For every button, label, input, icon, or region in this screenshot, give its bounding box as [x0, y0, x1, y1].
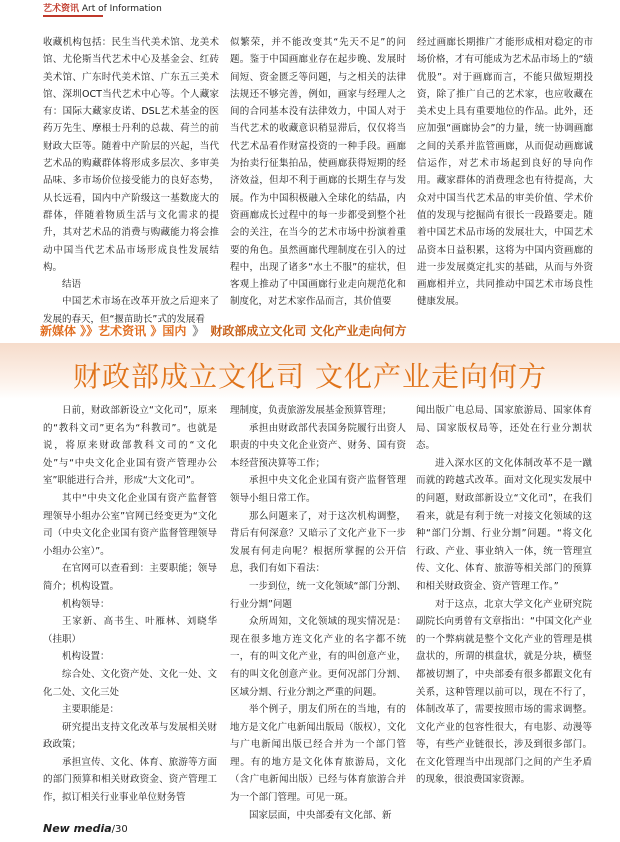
paragraph: 结语: [62, 279, 82, 291]
paragraph: 承担中央文化企业国有资产监督管理领导小组日常工作。: [230, 475, 406, 504]
paragraph: 众所周知，文化领域的现实情况是：现在很多地方连文化产业的名字都不统一，有的叫文化产业，有的叫创意产业，有的叫文化创意产业。更何况部门分割、区域分割、行业分割之严重的问题。: [230, 616, 406, 698]
paragraph: 经过画廊长期推广才能形成相对稳定的市场价格，才有可能成为艺术品市场上的“绩优股”。对于画廊而言，不能只做短期投资，除了推广自己的艺术家，也应收藏在美术史上具有重要地位的作品。此外，还应加强“画廊协会”的力量，统一协调画廊之间的关系并监管画廊，从而促动画廊诚信运作，对艺术市场起到良好的导向作用。藏家群体的消费理念也有待提高，大众对中国当代艺术品的审美价值、学术价值的发现与挖掘尚有很长一段路要走。随着中国艺术品市场的发展壮大，中国艺术品资本日益积累，这将为中国内资画廊的进一步发展奠定扎实的基础，从而与外资画廊相并立，共同推动中国艺术市场良性健康发展。: [417, 37, 593, 308]
article-column-2: [230, 402, 406, 827]
top-column-3: [417, 34, 593, 314]
paragraph: 主要职能是：: [62, 704, 120, 716]
paragraph: 承担由财政部代表国务院履行出资人职责的中央文化企业资产、财务、国有资本经营预决算等工作；: [230, 422, 406, 469]
paragraph: 承担宣传、文化、体育、旅游等方面的部门预算和相关财政资金、资产管理工作，拟订相关行业事业单位财务管: [43, 756, 217, 804]
article-column-3: [416, 402, 592, 827]
paragraph: 那么问题来了，对于这次机构调整，背后有何深意？又暗示了文化产业下一步发展有何走向呢？根据所掌握的公开信息，我们有如下看法：: [230, 510, 406, 575]
paragraph: 在官网可以查看到：主要职能；领导简介；机构设置。: [43, 563, 217, 592]
paragraph: 其中“中央文化企业国有资产监督管理领导小组办公室”官网已经变更为“文化司（中央文化企业国有资产监督管理领导小组办公室）”。: [43, 492, 217, 557]
article-column-1: [43, 402, 217, 827]
top-column-1: [43, 34, 219, 325]
footer: [43, 822, 128, 835]
paragraph: 机构领导：: [62, 598, 110, 610]
section-name-en: Art of Information: [81, 4, 162, 14]
paragraph: 进入深水区的文化体制改革不是一蹴而就的跨越式改革。面对文化现实发展中的问题，财政部新设立“文化司”，在我们看来，就是有利于统一对接文化领域的这种“部门分割、行业分割”问题。“将文化行政、产业、事业纳入一体，统一管理宣传、文化、体育、旅游等相关部门的预算和相关财政资金、资产管理工作。”: [416, 457, 592, 592]
breadcrumb-separator: 》: [192, 324, 205, 338]
section-name-cn: 艺术资讯: [43, 4, 80, 14]
paragraph: 一步到位，统一文化领域“部门分割、行业分割”问题: [230, 580, 406, 610]
header-rule: [43, 15, 103, 17]
paragraph: 似繁荣，并不能改变其“先天不足”的问题。鉴于中国画廊业存在起步晚、发展时间短、资金匮乏等问题，与之相关的法律法规还不够完善，例如，画家与经理人之间的合同基本没有法律效力，中国人对于当代艺术的收藏意识稍显滞后，仅仅将当代艺术品看作财富投资的一种手段。画廊为抬卖行征集拍品，使画廊获得短期的经济效益，但却不利于画廊的长期生存与发展。作为中国积极融入全球化的结晶，内资画廊成长过程中的每一步都受到整个社会的关注，在当今的艺术市场中扮演着重要的角色。虽然画廊代理制度在引入的过程中，出现了诸多“水土不服”的症状，但客观上推动了中国画廊行业走向规范化和制度化，对艺术家作品而言，其价值要: [230, 37, 406, 308]
paragraph: 日前，财政部新设立“文化司”，原来的“教科文司”更名为“科教司”。也就是说，将原来财政部教科文司的“文化处”与“中央文化企业国有资产管理办公室”职能进行合并，形成“大文化司”。: [43, 405, 217, 487]
paragraph: 理制度，负责旅游发展基金预算管理；: [230, 405, 392, 416]
paragraph: 国家层面，中央部委有文化部、新: [249, 809, 392, 821]
paragraph: 王家新、高书生、叶雁林、刘晓华（挂职）: [43, 616, 217, 645]
paragraph: 闻出版广电总局、国家旅游局、国家体育局、国家版权局等，还处在行业分割状态。: [416, 405, 592, 452]
paragraph: 研究提出支持文化改革与发展相关财政政策；: [43, 721, 217, 751]
paragraph: 综合处、文化资产处、文化一处、文化二处、文化三处: [43, 668, 217, 698]
paragraph: 中国艺术市场在改革开放之后迎来了发展的春天，但“揠苗助长”式的发展看: [43, 296, 219, 325]
paragraph: 机构设置：: [62, 651, 110, 663]
top-column-2: [230, 34, 406, 314]
paragraph: 收藏机构包括：民生当代美术馆、龙美术馆、尤伦斯当代艺术中心及基金会、红砖美术馆、广东时代美术馆、广东五三美术馆、深圳OCT当代艺术中心等。个人藏家有：国际大藏家皮诺、DSL艺术基金的医药万先生、摩根士丹利的总裁、荷兰的前财政大臣等。随着中产阶层的兴起，当代艺术品的购藏群体将形成多层次、多审美品味、多市场价位接受能力的良好态势，从长远看，国内中产阶级这一基数庞大的群体，伴随着物质生活与文化需求的提升，其对艺术品的消费与购藏能力将会推动中国当代艺术品市场形成良性发展结构。: [43, 37, 219, 273]
breadcrumb-path[interactable]: 新媒体 》》艺术资讯 》国内: [40, 324, 187, 338]
article-title: 财政部成立文化司 文化产业走向何方: [73, 360, 547, 393]
magazine-logo: New media: [43, 822, 112, 835]
breadcrumb: [40, 322, 407, 339]
section-header: [43, 3, 162, 15]
paragraph: 举个例子，朋友们所在的当地，有的地方是文化广电新闻出版局（版权），文化与广电新闻出版已经合并为一个部门管理。有的地方是文化体育旅游局，文化（含广电新闻出版）已经与体育旅游合并为一个部门管理。可见一斑。: [230, 704, 406, 804]
paragraph: 对于这点，北京大学文化产业研究院副院长向勇曾有文章指出：“中国文化产业的一个弊病就是整个文化产业的管理是棋盘状的，所谓的棋盘状，就是分块，横竖都被切割了，中央部委有很多都跟文化有关系，这种管理以前可以，现在不行了，体制改革了，需要按照市场的需求调整。文化产业的包容性很大，有电影、动漫等等，有些产业链很长，涉及到很多部门。在文化管理当中出现部门之间的产生矛盾的现象，很浪费国家资源。: [416, 598, 592, 786]
breadcrumb-current: 财政部成立文化司 文化产业走向何方: [210, 324, 407, 338]
page-number: /30: [111, 824, 128, 835]
